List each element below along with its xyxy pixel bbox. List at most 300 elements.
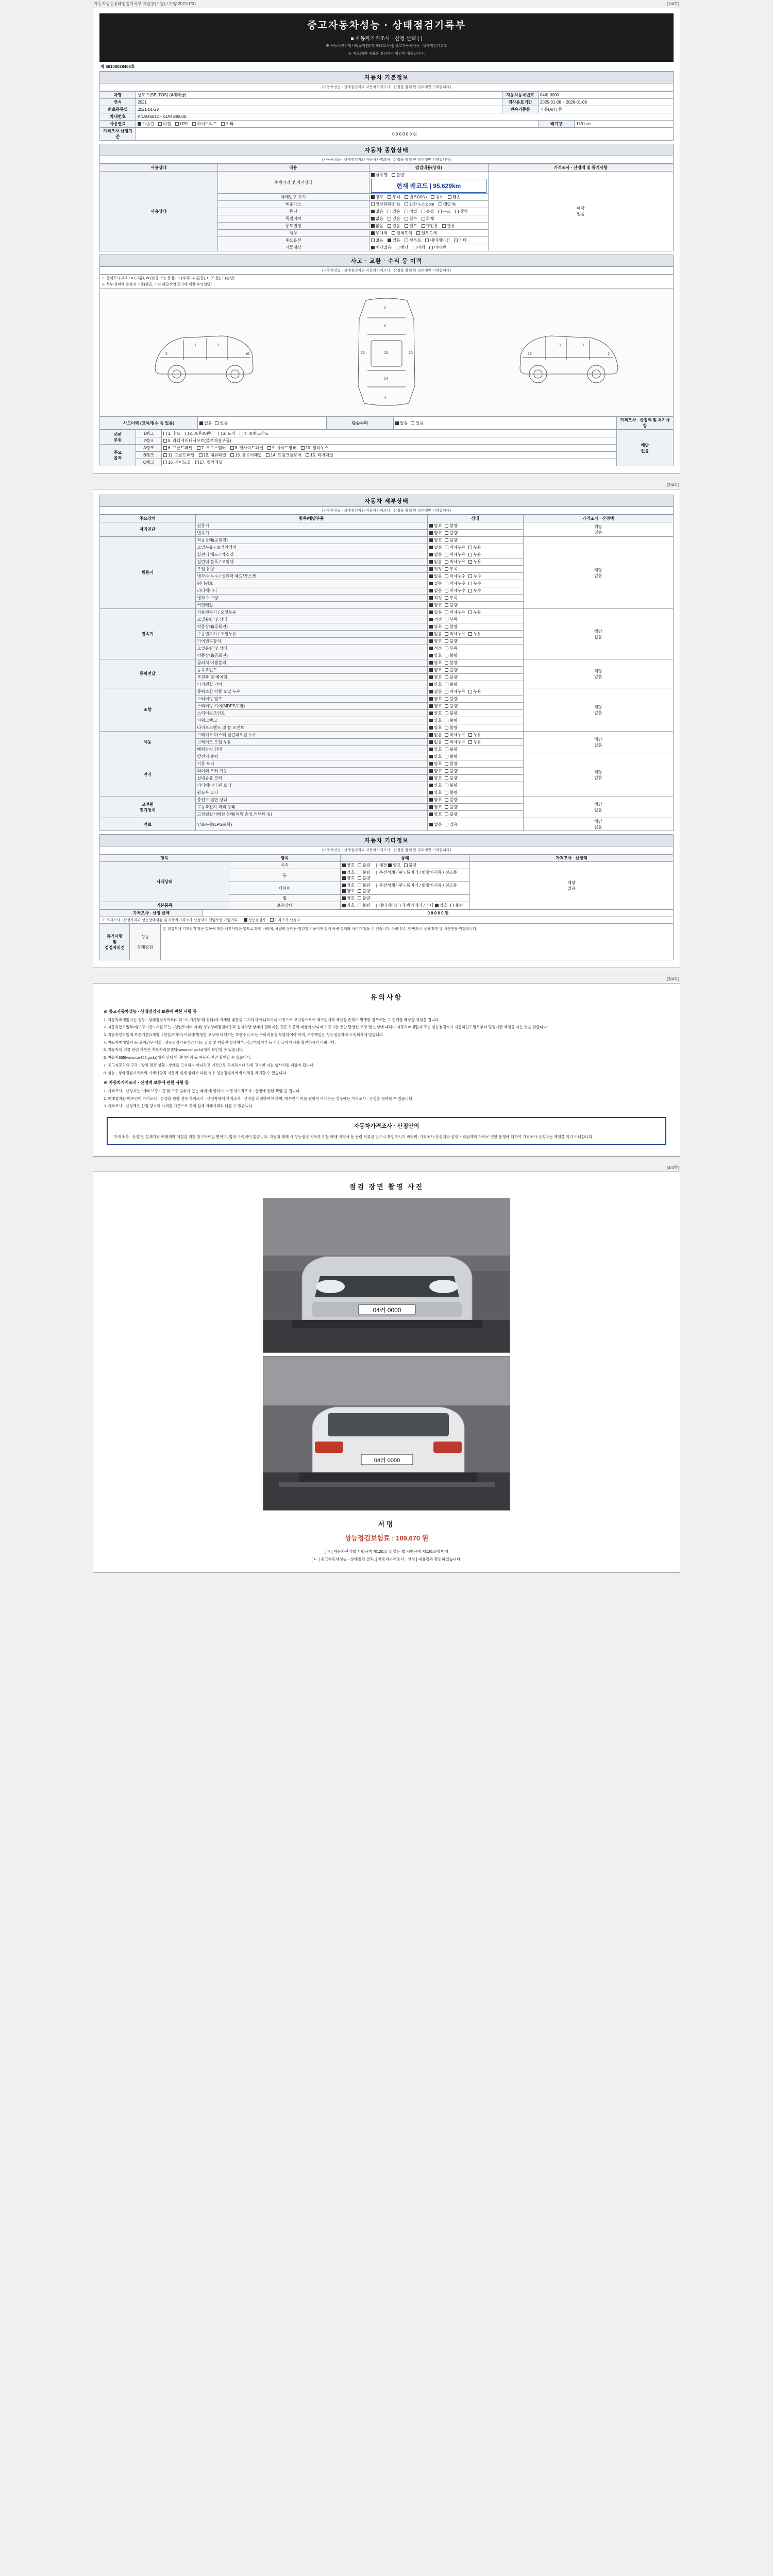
other-2-opt-0[interactable]: 양호 bbox=[342, 883, 355, 888]
checkbox-icon[interactable] bbox=[429, 546, 433, 549]
detail-opts-2-0[interactable] bbox=[428, 609, 524, 616]
detail-6-4-opt-1[interactable]: 불량 bbox=[445, 783, 457, 788]
detail-opts-2-5[interactable] bbox=[428, 645, 524, 652]
detail-2-2-opt-1[interactable]: 불량 bbox=[445, 624, 457, 630]
checkbox-icon[interactable] bbox=[445, 711, 448, 715]
checkbox-icon[interactable] bbox=[342, 889, 346, 893]
checkbox-icon[interactable] bbox=[445, 683, 448, 686]
checkbox-icon[interactable] bbox=[342, 904, 346, 907]
checkbox-icon[interactable] bbox=[450, 904, 454, 907]
detail-opts-7-0[interactable] bbox=[428, 796, 524, 804]
rank-items-2[interactable] bbox=[162, 445, 617, 452]
checkbox-icon[interactable] bbox=[445, 719, 448, 722]
total-note[interactable] bbox=[100, 917, 674, 924]
checkbox-icon[interactable] bbox=[429, 690, 433, 693]
detail-6-1-opt-1[interactable]: 불량 bbox=[445, 761, 457, 767]
checkbox-icon[interactable] bbox=[429, 762, 433, 766]
checkbox-icon[interactable] bbox=[429, 748, 433, 751]
detail-2-0-opt-2[interactable]: 누유 bbox=[468, 609, 481, 615]
checkbox-icon[interactable] bbox=[445, 546, 448, 549]
checkbox-icon[interactable] bbox=[429, 639, 433, 643]
detail-7-0-opt-0[interactable]: 양호 bbox=[429, 797, 442, 803]
detail-opts-4-1[interactable] bbox=[428, 696, 524, 703]
detail-7-2-opt-0[interactable]: 양호 bbox=[429, 811, 442, 817]
checkbox-icon[interactable] bbox=[445, 618, 448, 621]
detail-5-0-opt-1[interactable]: 미세누유 bbox=[445, 732, 465, 738]
detail-1-9-opt-0[interactable]: 양호 bbox=[429, 602, 442, 608]
state-opts-3[interactable] bbox=[369, 208, 488, 215]
detail-1-9-opt-1[interactable]: 불량 bbox=[445, 602, 457, 608]
other-3-opt-1[interactable]: 불량 bbox=[358, 895, 370, 901]
detail-6-4-opt-0[interactable]: 양호 bbox=[429, 783, 442, 788]
detail-6-3-opt-0[interactable]: 양호 bbox=[429, 775, 442, 781]
detail-opts-6-4[interactable] bbox=[428, 782, 524, 789]
checkbox-icon[interactable] bbox=[388, 863, 392, 867]
detail-opts-1-8[interactable] bbox=[428, 595, 524, 602]
detail-4-0-opt-1[interactable]: 미세누유 bbox=[445, 689, 465, 694]
other2-0-opt-0[interactable]: 양호 bbox=[388, 862, 400, 868]
detail-opts-6-0[interactable] bbox=[428, 753, 524, 760]
detail-0-1-opt-0[interactable]: 양호 bbox=[429, 530, 442, 536]
state-opts-8[interactable] bbox=[369, 244, 488, 251]
svg-text:4: 4 bbox=[384, 396, 386, 400]
checkbox-icon[interactable] bbox=[445, 603, 448, 607]
other-1-opt-1[interactable]: 불량 bbox=[358, 870, 370, 875]
detail-7-0-opt-1[interactable]: 불량 bbox=[445, 797, 457, 803]
checkbox-icon[interactable] bbox=[445, 611, 448, 614]
checkbox-icon[interactable] bbox=[468, 733, 472, 737]
detail-4-4-opt-0[interactable]: 양호 bbox=[429, 718, 442, 723]
detail-2-0-opt-0[interactable]: 없음 bbox=[429, 609, 442, 615]
other-3-opt-0[interactable]: 양호 bbox=[342, 895, 355, 901]
notice-item-1-7: 8. 성능 · 상태점검기록부의 기재사항과 자동차 실제 상태가 다른 경우 성능점검자에게 이의를 제기할 수 있습니다. bbox=[104, 1070, 288, 1075]
checkbox-icon[interactable] bbox=[445, 776, 448, 780]
checkbox-icon[interactable] bbox=[445, 639, 448, 643]
checkbox-icon[interactable] bbox=[429, 538, 433, 542]
state-opts-7[interactable] bbox=[369, 237, 488, 244]
checkbox-icon[interactable] bbox=[445, 531, 448, 535]
detail-6-3-opt-1[interactable]: 불량 bbox=[445, 775, 457, 781]
checkbox-icon[interactable] bbox=[429, 697, 433, 701]
detail-2-6-opt-1[interactable]: 불량 bbox=[445, 653, 457, 658]
detail-opts-2-1[interactable] bbox=[428, 616, 524, 623]
other-opts-0[interactable]: 양호 불량 | 내장 양호 불량 bbox=[340, 862, 469, 869]
checkbox-icon[interactable] bbox=[358, 876, 361, 880]
detail-opts-1-0[interactable] bbox=[428, 537, 524, 544]
detail-7-1-opt-0[interactable]: 양호 bbox=[429, 804, 442, 810]
table-row bbox=[100, 732, 674, 739]
checkbox-icon[interactable] bbox=[445, 791, 448, 794]
checkbox-icon[interactable] bbox=[445, 748, 448, 751]
detail-4-3-opt-1[interactable]: 불량 bbox=[445, 710, 457, 716]
car-damage-diagram[interactable] bbox=[99, 288, 674, 417]
detail-4-2-opt-0[interactable]: 양호 bbox=[429, 703, 442, 709]
checkbox-icon[interactable] bbox=[429, 574, 433, 578]
other-4-opt-0[interactable]: 양호 bbox=[342, 903, 355, 908]
other2-2-opt-1[interactable]: 불량 bbox=[358, 888, 370, 894]
accident-hist-value[interactable]: 없음 있음 bbox=[198, 417, 327, 430]
checkbox-icon[interactable] bbox=[429, 791, 433, 794]
checkbox-icon[interactable] bbox=[435, 904, 439, 907]
state-opts-6[interactable] bbox=[369, 230, 488, 237]
detail-opts-1-2[interactable] bbox=[428, 551, 524, 558]
detail-2-0-opt-1[interactable]: 미세누유 bbox=[445, 609, 465, 615]
detail-opts-4-2[interactable] bbox=[428, 703, 524, 710]
checkbox-icon[interactable] bbox=[468, 740, 472, 744]
detail-4-3-opt-0[interactable]: 양호 bbox=[429, 710, 442, 716]
other-item2-1: 운전석계기판 / 룸미러 / 방향지시등 / 전조등 bbox=[379, 870, 458, 875]
checkbox-icon[interactable] bbox=[429, 823, 433, 826]
checkbox-icon[interactable] bbox=[445, 762, 448, 766]
detail-2-4-opt-0[interactable]: 양호 bbox=[429, 638, 442, 644]
state-opts-4[interactable] bbox=[369, 215, 488, 223]
detail-opts-0-0[interactable] bbox=[428, 522, 524, 530]
checkbox-icon[interactable] bbox=[445, 690, 448, 693]
other2-1-opt-1[interactable]: 불량 bbox=[358, 875, 370, 881]
detail-opts-5-1[interactable] bbox=[428, 739, 524, 746]
checkbox-icon[interactable] bbox=[358, 904, 361, 907]
detail-1-1-opt-1[interactable]: 미세누유 bbox=[445, 545, 465, 550]
detail-2-1-opt-1[interactable]: 부족 bbox=[445, 617, 457, 622]
detail-1-7-opt-1[interactable]: 미세누수 bbox=[445, 588, 465, 594]
checkbox-icon[interactable] bbox=[429, 625, 433, 629]
checkbox-icon[interactable] bbox=[445, 560, 448, 564]
checkbox-icon[interactable] bbox=[468, 632, 472, 636]
checkbox-icon[interactable] bbox=[429, 632, 433, 636]
other-2-opt-1[interactable]: 불량 bbox=[358, 883, 370, 888]
detail-1-6-opt-1[interactable]: 미세누수 bbox=[445, 581, 465, 586]
detail-5-1-opt-0[interactable]: 없음 bbox=[429, 739, 442, 745]
checkbox-icon[interactable] bbox=[445, 812, 448, 816]
other-opts-2[interactable]: 양호 불량 | 운전석계기판 / 룸미러 / 방향지시등 / 전조등 양호 불량 bbox=[340, 882, 469, 895]
detail-opts-2-6[interactable] bbox=[428, 652, 524, 659]
detail-item-5-2: 배력장치 상태 bbox=[195, 746, 428, 753]
checkbox-icon[interactable] bbox=[445, 823, 448, 826]
checkbox-icon[interactable] bbox=[342, 863, 346, 867]
detail-1-7-opt-0[interactable]: 없음 bbox=[429, 588, 442, 594]
detail-1-2-opt-2[interactable]: 누유 bbox=[468, 552, 481, 557]
detail-1-0-opt-1[interactable]: 불량 bbox=[445, 537, 457, 543]
checkbox-icon[interactable] bbox=[445, 798, 448, 802]
detail-opts-6-2[interactable] bbox=[428, 768, 524, 775]
detail-opts-1-9[interactable] bbox=[428, 602, 524, 609]
checkbox-icon[interactable] bbox=[445, 589, 448, 592]
checkbox-icon[interactable] bbox=[358, 889, 361, 893]
other-1-opt-0[interactable]: 양호 bbox=[342, 870, 355, 875]
photo-rear-illustration bbox=[263, 1357, 510, 1511]
checkbox-icon[interactable] bbox=[342, 884, 346, 887]
detail-opts-5-2[interactable] bbox=[428, 746, 524, 753]
detail-1-4-opt-1[interactable]: 부족 bbox=[445, 566, 457, 572]
detail-opts-4-5[interactable] bbox=[428, 724, 524, 732]
detail-6-5-opt-1[interactable]: 불량 bbox=[445, 790, 457, 795]
checkbox-icon[interactable] bbox=[429, 798, 433, 802]
checkbox-icon[interactable] bbox=[445, 524, 448, 528]
detail-3-0-opt-1[interactable]: 불량 bbox=[445, 660, 457, 666]
detail-4-1-opt-0[interactable]: 양호 bbox=[429, 696, 442, 702]
checkbox-icon[interactable] bbox=[404, 863, 408, 867]
detail-item-4-1: 스티어링 펌프 bbox=[195, 696, 428, 703]
checkbox-icon[interactable] bbox=[429, 661, 433, 665]
rank-items-1[interactable] bbox=[162, 437, 617, 445]
detail-opts-6-5[interactable] bbox=[428, 789, 524, 796]
detail-1-6-opt-2[interactable]: 누수 bbox=[468, 581, 481, 586]
detail-2-6-opt-0[interactable]: 양호 bbox=[429, 653, 442, 658]
checkbox-icon[interactable] bbox=[429, 675, 433, 679]
detail-4-0-opt-2[interactable]: 누유 bbox=[468, 689, 481, 694]
checkbox-icon[interactable] bbox=[342, 896, 346, 900]
detail-1-2-opt-1[interactable]: 미세누유 bbox=[445, 552, 465, 557]
detail-4-1-opt-1[interactable]: 불량 bbox=[445, 696, 457, 702]
other2-0-opt-1[interactable]: 불량 bbox=[404, 862, 416, 868]
detail-4-4-opt-1[interactable]: 불량 bbox=[445, 718, 457, 723]
other2-1-opt-0[interactable]: 양호 bbox=[342, 875, 355, 881]
checkbox-icon[interactable] bbox=[445, 567, 448, 571]
detail-0-1-opt-1[interactable]: 불량 bbox=[445, 530, 457, 536]
detail-1-3-opt-1[interactable]: 미세누유 bbox=[445, 559, 465, 565]
checkbox-icon[interactable] bbox=[468, 582, 472, 585]
checkbox-icon[interactable] bbox=[429, 611, 433, 614]
rank-items-3[interactable] bbox=[162, 452, 617, 459]
checkbox-icon[interactable] bbox=[429, 647, 433, 650]
detail-2-4-opt-1[interactable]: 불량 bbox=[445, 638, 457, 644]
checkbox-icon[interactable] bbox=[445, 675, 448, 679]
checkbox-icon[interactable] bbox=[358, 896, 361, 900]
detail-1-0-opt-0[interactable]: 양호 bbox=[429, 537, 442, 543]
checkbox-icon[interactable] bbox=[429, 618, 433, 621]
detail-1-1-opt-0[interactable]: 없음 bbox=[429, 545, 442, 550]
detail-opts-3-3[interactable] bbox=[428, 681, 524, 688]
checkbox-icon[interactable] bbox=[445, 784, 448, 787]
checkbox-icon[interactable] bbox=[429, 603, 433, 607]
rank-items-4[interactable] bbox=[162, 459, 617, 466]
checkbox-icon[interactable] bbox=[429, 531, 433, 535]
detail-1-6-opt-0[interactable]: 없음 bbox=[429, 581, 442, 586]
checkbox-icon[interactable] bbox=[429, 654, 433, 657]
detail-1-3-opt-0[interactable]: 없음 bbox=[429, 559, 442, 565]
detail-2-5-opt-0[interactable]: 적정 bbox=[429, 646, 442, 651]
detail-5-1-opt-1[interactable]: 미세누유 bbox=[445, 739, 465, 745]
detail-6-1-opt-0[interactable]: 양호 bbox=[429, 761, 442, 767]
checkbox-icon[interactable] bbox=[358, 863, 361, 867]
checkbox-icon[interactable] bbox=[445, 697, 448, 701]
detail-6-5-opt-0[interactable]: 양호 bbox=[429, 790, 442, 795]
checkbox-icon[interactable] bbox=[429, 560, 433, 564]
detail-opts-2-3[interactable] bbox=[428, 631, 524, 638]
notice-item-2-0: 1. 가격조사 · 산정자는 "매매 보증기간 및 보증 범위가 있는 매매"에 한하여 "자동차가격조사 · 산정에 관한 책임"을 집니다. bbox=[104, 1088, 301, 1093]
detail-0-0-opt-1[interactable]: 불량 bbox=[445, 523, 457, 529]
checkbox-icon[interactable] bbox=[445, 726, 448, 730]
other2-2-opt-0[interactable]: 양호 bbox=[342, 888, 355, 894]
detail-opts-4-3[interactable] bbox=[428, 710, 524, 717]
detail-opts-1-6[interactable] bbox=[428, 580, 524, 587]
state-opts-1[interactable] bbox=[369, 194, 488, 201]
other-opts-4[interactable]: 양호 불량 | 네비게이션 / 후방카메라 / 기타 양호 불량 bbox=[340, 902, 469, 909]
rank-items-0[interactable] bbox=[162, 430, 617, 437]
detail-opts-1-5[interactable] bbox=[428, 573, 524, 580]
checkbox-icon[interactable] bbox=[429, 596, 433, 600]
detail-3-1-opt-0[interactable]: 양호 bbox=[429, 667, 442, 673]
detail-opts-5-0[interactable] bbox=[428, 732, 524, 739]
checkbox-icon[interactable] bbox=[445, 625, 448, 629]
detail-3-0-opt-0[interactable]: 양호 bbox=[429, 660, 442, 666]
detail-1-5-opt-0[interactable]: 없음 bbox=[429, 573, 442, 579]
checkbox-icon[interactable] bbox=[468, 546, 472, 549]
checkbox-icon[interactable] bbox=[429, 567, 433, 571]
detail-opts-6-3[interactable] bbox=[428, 775, 524, 782]
detail-1-4-opt-0[interactable]: 적정 bbox=[429, 566, 442, 572]
simple-repair-value[interactable]: 없음 있음 bbox=[394, 417, 617, 430]
detail-2-3-opt-2[interactable]: 누유 bbox=[468, 631, 481, 637]
detail-5-2-opt-1[interactable]: 불량 bbox=[445, 747, 457, 752]
detail-opts-8-0[interactable] bbox=[428, 818, 524, 831]
checkbox-icon[interactable] bbox=[445, 538, 448, 542]
checkbox-icon[interactable] bbox=[445, 661, 448, 665]
detail-2-3-opt-0[interactable]: 없음 bbox=[429, 631, 442, 637]
checkbox-icon[interactable] bbox=[445, 740, 448, 744]
checkbox-icon[interactable] bbox=[429, 589, 433, 592]
checkbox-icon[interactable] bbox=[468, 553, 472, 556]
checkbox-icon[interactable] bbox=[445, 553, 448, 556]
checkbox-icon[interactable] bbox=[445, 805, 448, 809]
checkbox-icon[interactable] bbox=[429, 668, 433, 672]
other-0-opt-0[interactable]: 양호 bbox=[342, 862, 355, 868]
checkbox-icon[interactable] bbox=[358, 871, 361, 874]
detail-opts-7-1[interactable] bbox=[428, 804, 524, 811]
checkbox-icon[interactable] bbox=[429, 776, 433, 780]
value-fuel-options[interactable] bbox=[136, 121, 539, 128]
detail-opts-3-1[interactable] bbox=[428, 667, 524, 674]
checkbox-icon[interactable] bbox=[429, 805, 433, 809]
other-opts-1[interactable]: 양호 불량 | 운전석계기판 / 룸미러 / 방향지시등 / 전조등 양호 불량 bbox=[340, 869, 469, 882]
detail-1-8-opt-1[interactable]: 부족 bbox=[445, 595, 457, 601]
checkbox-icon[interactable] bbox=[468, 589, 472, 592]
state-opts-0[interactable] bbox=[369, 172, 488, 194]
detail-opts-2-2[interactable] bbox=[428, 623, 524, 631]
detail-opts-1-7[interactable] bbox=[428, 587, 524, 595]
detail-3-3-opt-0[interactable]: 양호 bbox=[429, 682, 442, 687]
checkbox-icon[interactable] bbox=[429, 755, 433, 758]
checkbox-icon[interactable] bbox=[342, 876, 346, 880]
checkbox-icon[interactable] bbox=[429, 711, 433, 715]
detail-opts-4-4[interactable] bbox=[428, 717, 524, 724]
detail-opts-1-3[interactable] bbox=[428, 558, 524, 566]
checkbox-icon[interactable] bbox=[429, 812, 433, 816]
detail-1-8-opt-0[interactable]: 적정 bbox=[429, 595, 442, 601]
checkbox-icon[interactable] bbox=[445, 704, 448, 708]
detail-8-0-opt-1[interactable]: 있음 bbox=[445, 822, 457, 827]
checkbox-icon[interactable] bbox=[468, 611, 472, 614]
detail-2-1-opt-0[interactable]: 적정 bbox=[429, 617, 442, 622]
detail-4-5-opt-1[interactable]: 불량 bbox=[445, 725, 457, 731]
detail-0-0-opt-0[interactable]: 양호 bbox=[429, 523, 442, 529]
detail-4-0-opt-0[interactable]: 없음 bbox=[429, 689, 442, 694]
detail-5-0-opt-0[interactable]: 없음 bbox=[429, 732, 442, 738]
checkbox-icon[interactable] bbox=[468, 560, 472, 564]
checkbox-icon[interactable] bbox=[445, 647, 448, 650]
checkbox-icon[interactable] bbox=[429, 733, 433, 737]
detail-opts-4-0[interactable] bbox=[428, 688, 524, 696]
checkbox-icon[interactable] bbox=[468, 574, 472, 578]
detail-1-3-opt-2[interactable]: 누유 bbox=[468, 559, 481, 565]
detail-3-2-opt-1[interactable]: 불량 bbox=[445, 674, 457, 680]
detail-opts-7-2[interactable] bbox=[428, 811, 524, 818]
detail-1-5-opt-2[interactable]: 누수 bbox=[468, 573, 481, 579]
checkbox-icon[interactable] bbox=[342, 871, 346, 874]
other-4-opt-1[interactable]: 불량 bbox=[358, 903, 370, 908]
other-opts-3[interactable] bbox=[340, 895, 469, 902]
detail-1-1-opt-2[interactable]: 누유 bbox=[468, 545, 481, 550]
detail-3-2-opt-0[interactable]: 양호 bbox=[429, 674, 442, 680]
checkbox-icon[interactable] bbox=[445, 733, 448, 737]
detail-2-3-opt-1[interactable]: 미세누유 bbox=[445, 631, 465, 637]
detail-7-2-opt-1[interactable]: 불량 bbox=[445, 811, 457, 817]
detail-5-1-opt-2[interactable]: 누유 bbox=[468, 739, 481, 745]
detail-6-2-opt-0[interactable]: 양호 bbox=[429, 768, 442, 774]
checkbox-icon[interactable] bbox=[429, 683, 433, 686]
detail-5-2-opt-0[interactable]: 양호 bbox=[429, 747, 442, 752]
checkbox-icon[interactable] bbox=[445, 755, 448, 758]
detail-4-2-opt-1[interactable]: 불량 bbox=[445, 703, 457, 709]
detail-opts-1-4[interactable] bbox=[428, 566, 524, 573]
checkbox-icon[interactable] bbox=[358, 884, 361, 887]
checkbox-icon[interactable] bbox=[429, 704, 433, 708]
detail-1-5-opt-1[interactable]: 미세누수 bbox=[445, 573, 465, 579]
checkbox-icon[interactable] bbox=[445, 632, 448, 636]
detail-1-2-opt-0[interactable]: 없음 bbox=[429, 552, 442, 557]
detail-opts-1-1[interactable] bbox=[428, 544, 524, 551]
checkbox-icon[interactable] bbox=[429, 582, 433, 585]
checkbox-icon[interactable] bbox=[445, 769, 448, 773]
checkbox-icon[interactable] bbox=[429, 553, 433, 556]
detail-2-2-opt-0[interactable]: 양호 bbox=[429, 624, 442, 630]
detail-5-0-opt-2[interactable]: 누유 bbox=[468, 732, 481, 738]
detail-3-3-opt-1[interactable]: 불량 bbox=[445, 682, 457, 687]
checkbox-icon[interactable] bbox=[445, 574, 448, 578]
state-opts-2[interactable] bbox=[369, 201, 488, 208]
detail-opts-6-1[interactable] bbox=[428, 760, 524, 768]
detail-6-0-opt-0[interactable]: 양호 bbox=[429, 754, 442, 759]
other-0-opt-1[interactable]: 불량 bbox=[358, 862, 370, 868]
checkbox-icon[interactable] bbox=[429, 719, 433, 722]
detail-6-2-opt-1[interactable]: 불량 bbox=[445, 768, 457, 774]
detail-opts-3-2[interactable] bbox=[428, 674, 524, 681]
detail-opts-0-1[interactable] bbox=[428, 530, 524, 537]
checkbox-icon[interactable] bbox=[445, 582, 448, 585]
checkbox-icon[interactable] bbox=[445, 596, 448, 600]
checkbox-icon[interactable] bbox=[445, 654, 448, 657]
checkbox-icon[interactable] bbox=[429, 784, 433, 787]
detail-6-0-opt-1[interactable]: 불량 bbox=[445, 754, 457, 759]
checkbox-icon[interactable] bbox=[429, 769, 433, 773]
detail-2-5-opt-1[interactable]: 부족 bbox=[445, 646, 457, 651]
detail-8-0-opt-0[interactable]: 없음 bbox=[429, 822, 442, 827]
checkbox-icon[interactable] bbox=[429, 740, 433, 744]
detail-opts-3-0[interactable] bbox=[428, 659, 524, 667]
detail-opts-2-4[interactable] bbox=[428, 638, 524, 645]
detail-3-1-opt-1[interactable]: 불량 bbox=[445, 667, 457, 673]
detail-1-7-opt-2[interactable]: 누수 bbox=[468, 588, 481, 594]
checkbox-icon[interactable] bbox=[429, 726, 433, 730]
state-opts-5[interactable] bbox=[369, 223, 488, 230]
detail-7-1-opt-1[interactable]: 불량 bbox=[445, 804, 457, 810]
checkbox-icon[interactable] bbox=[468, 690, 472, 693]
other2-4-opt-1[interactable]: 불량 bbox=[450, 903, 463, 908]
checkbox-icon[interactable] bbox=[445, 668, 448, 672]
detail-4-5-opt-0[interactable]: 양호 bbox=[429, 725, 442, 731]
checkbox-icon[interactable] bbox=[429, 524, 433, 528]
other2-4-opt-0[interactable]: 양호 bbox=[435, 903, 447, 908]
